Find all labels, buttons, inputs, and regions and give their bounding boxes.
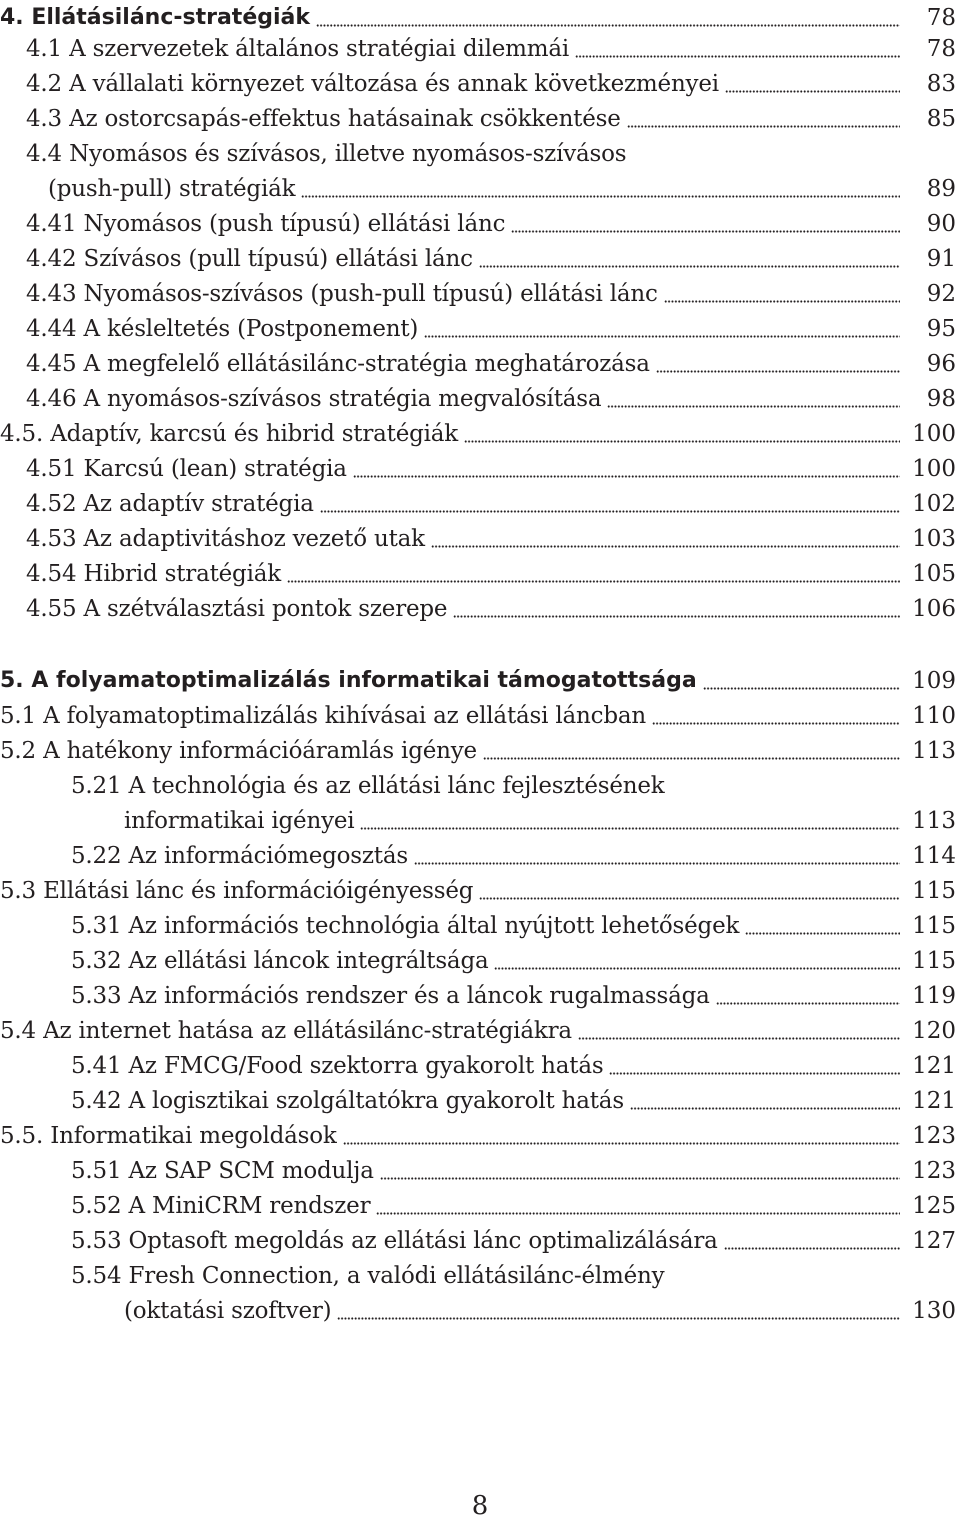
toc-entry (0, 803, 960, 839)
toc-entry (0, 346, 960, 382)
toc-page-number: 115 (912, 913, 956, 939)
toc-page-number: 78 (926, 5, 956, 31)
toc-page-number: 89 (926, 176, 956, 202)
toc-entry (0, 101, 960, 137)
toc-leader-dots (578, 1037, 900, 1040)
toc-entry (0, 276, 960, 312)
toc-entry (0, 943, 960, 979)
toc-page-number: 92 (926, 281, 956, 307)
toc-entry-title: 5. A folyamatoptimalizálás informatikai támogatottsága (0, 668, 697, 693)
toc-entry (0, 241, 960, 277)
toc-entry-title: 5.33 Az információs rendszer és a láncok rugalmassága (71, 983, 710, 1009)
toc-entry-title: 5.31 Az információs technológia által nyújtott lehetőségek (71, 913, 740, 939)
toc-leader-dots (453, 615, 900, 618)
toc-entry-title: 4.41 Nyomásos (push típusú) ellátási lánc (26, 211, 506, 237)
toc-entry (0, 1083, 960, 1119)
toc-entry-title: 5.41 Az FMCG/Food szektorra gyakorolt hatás (71, 1053, 604, 1079)
toc-leader-dots (320, 510, 900, 513)
toc-page-number: 102 (912, 491, 956, 517)
toc-leader-dots (343, 1142, 900, 1145)
toc-leader-dots (656, 370, 900, 373)
toc-page-number: 95 (926, 316, 956, 342)
toc-entry (0, 31, 960, 67)
toc-entry (0, 486, 960, 522)
toc-page-number: 109 (912, 668, 956, 694)
toc-entry-title: 4.1 A szervezetek általános stratégiai dilemmái (26, 36, 570, 62)
toc-leader-dots (301, 195, 900, 198)
toc-entry (0, 908, 960, 944)
toc-leader-dots (483, 757, 900, 760)
toc-entry-title: 4.2 A vállalati környezet változása és annak következményei (26, 71, 719, 97)
toc-leader-dots (725, 90, 900, 93)
toc-page-number: 105 (912, 561, 956, 587)
toc-leader-dots (627, 125, 900, 128)
toc-entry (0, 416, 960, 452)
toc-entry-title: 4.54 Hibrid stratégiák (26, 561, 281, 587)
toc-page-number: 123 (912, 1158, 956, 1184)
toc-leader-dots (431, 545, 900, 548)
toc-entry-title: 4.45 A megfelelő ellátásilánc-stratégia meghatározása (26, 351, 650, 377)
toc-leader-dots (575, 55, 900, 58)
toc-entry (0, 381, 960, 417)
toc-leader-dots (664, 300, 900, 303)
toc-entry (0, 1258, 960, 1294)
toc-entry (0, 136, 960, 172)
toc-entry-title: 5.51 Az SAP SCM modulja (71, 1158, 374, 1184)
toc-entry-title: 4.3 Az ostorcsapás-effektus hatásainak csökkentése (26, 106, 621, 132)
toc-entry-title: 4.42 Szívásos (pull típusú) ellátási lánc (26, 246, 473, 272)
toc-page-number: 127 (912, 1228, 956, 1254)
toc-entry-title: 4.4 Nyomásos és szívásos, illetve nyomásos-szívásos (26, 141, 627, 167)
toc-page-number: 119 (912, 983, 956, 1009)
toc-entry (0, 66, 960, 102)
toc-leader-dots (424, 335, 900, 338)
toc-entry (0, 978, 960, 1014)
toc-leader-dots (607, 405, 900, 408)
toc-page-number: 121 (912, 1088, 956, 1114)
toc-entry (0, 591, 960, 627)
toc-entry-title: 4.55 A szétválasztási pontok szerepe (26, 596, 448, 622)
toc-page-number: 121 (912, 1053, 956, 1079)
toc-entry-title: 4. Ellátásilánc-stratégiák (0, 5, 311, 30)
toc-entry-title: 5.5. Informatikai megoldások (0, 1123, 337, 1149)
toc-page-number: 120 (912, 1018, 956, 1044)
toc-entry-title: (oktatási szoftver) (124, 1298, 332, 1324)
toc-page-number: 113 (912, 808, 956, 834)
toc-entry-title: 5.3 Ellátási lánc és információigényesség (0, 878, 474, 904)
toc-entry-title: 4.51 Karcsú (lean) stratégia (26, 456, 347, 482)
toc-leader-dots (716, 1002, 900, 1005)
toc-entry-title: (push-pull) stratégiák (48, 176, 296, 202)
toc-page-number: 115 (912, 878, 956, 904)
toc-entry (0, 1153, 960, 1189)
toc-entry-title: 4.44 A késleltetés (Postponement) (26, 316, 419, 342)
toc-entry (0, 663, 960, 699)
toc-entry-title: 5.2 A hatékony információáramlás igénye (0, 738, 477, 764)
toc-entry-title: 5.22 Az információmegosztás (71, 843, 408, 869)
toc-entry (0, 768, 960, 804)
page-number: 8 (471, 1491, 489, 1521)
toc-page-number: 98 (926, 386, 956, 412)
toc-entry (0, 698, 960, 734)
toc-leader-dots (609, 1072, 900, 1075)
toc-entry-title: 5.1 A folyamatoptimalizálás kihívásai az ellátási láncban (0, 703, 646, 729)
toc-entry (0, 838, 960, 874)
toc-leader-dots (316, 24, 900, 27)
toc-leader-dots (745, 932, 900, 935)
toc-page-number: 123 (912, 1123, 956, 1149)
toc-leader-dots (511, 230, 900, 233)
toc-entry-title: 5.21 A technológia és az ellátási lánc fejlesztésének (71, 773, 665, 799)
toc-entry-title: 5.52 A MiniCRM rendszer (71, 1193, 371, 1219)
toc-entry (0, 1013, 960, 1049)
toc-leader-dots (703, 687, 900, 690)
toc-leader-dots (479, 897, 900, 900)
toc-entry (0, 311, 960, 347)
toc-entry-title: informatikai igényei (124, 808, 355, 834)
toc-entry (0, 556, 960, 592)
toc-page-number: 100 (912, 456, 956, 482)
toc-page-number: 114 (912, 843, 956, 869)
toc-leader-dots (337, 1317, 900, 1320)
toc-leader-dots (380, 1177, 900, 1180)
toc-page-number: 83 (926, 71, 956, 97)
toc-leader-dots (724, 1247, 900, 1250)
toc-entry-title: 5.4 Az internet hatása az ellátásilánc-stratégiákra (0, 1018, 572, 1044)
toc-page-number: 85 (926, 106, 956, 132)
toc-leader-dots (494, 967, 900, 970)
toc-entry-title: 4.43 Nyomásos-szívásos (push-pull típusú) ellátási lánc (26, 281, 658, 307)
toc-entry (0, 733, 960, 769)
toc-leader-dots (464, 440, 900, 443)
toc-page-number: 91 (926, 246, 956, 272)
toc-leader-dots (414, 862, 900, 865)
toc-entry (0, 1118, 960, 1154)
toc-leader-dots (287, 580, 900, 583)
toc-leader-dots (652, 722, 900, 725)
toc-entry (0, 1048, 960, 1084)
toc-entry (0, 1223, 960, 1259)
toc-entry-title: 4.53 Az adaptivitáshoz vezető utak (26, 526, 425, 552)
toc-page-number: 110 (912, 703, 956, 729)
toc-page-number: 113 (912, 738, 956, 764)
toc-entry-title: 5.53 Optasoft megoldás az ellátási lánc optimalizálására (71, 1228, 718, 1254)
toc-entry-title: 5.54 Fresh Connection, a valódi ellátásilánc-élmény (71, 1263, 665, 1289)
toc-entry-title: 4.46 A nyomásos-szívásos stratégia megvalósítása (26, 386, 602, 412)
toc-entry (0, 171, 960, 207)
toc-leader-dots (376, 1212, 900, 1215)
toc-leader-dots (353, 475, 900, 478)
toc-leader-dots (360, 827, 900, 830)
toc-page-number: 90 (926, 211, 956, 237)
toc-leader-dots (630, 1107, 900, 1110)
toc-page-number: 100 (912, 421, 956, 447)
toc-entry (0, 873, 960, 909)
toc-entry (0, 206, 960, 242)
toc-page-number: 96 (926, 351, 956, 377)
toc-leader-dots (479, 265, 900, 268)
toc-entry (0, 1188, 960, 1224)
toc-page-number: 115 (912, 948, 956, 974)
toc-entry-title: 5.42 A logisztikai szolgáltatókra gyakorolt hatás (71, 1088, 624, 1114)
toc-entry (0, 521, 960, 557)
toc-page-number: 125 (912, 1193, 956, 1219)
toc-page-number: 106 (912, 596, 956, 622)
toc-entry-title: 4.52 Az adaptív stratégia (26, 491, 314, 517)
toc-page-number: 103 (912, 526, 956, 552)
toc-entry-title: 4.5. Adaptív, karcsú és hibrid stratégiák (0, 421, 459, 447)
toc-entry-title: 5.32 Az ellátási láncok integráltsága (71, 948, 489, 974)
toc-entry (0, 451, 960, 487)
toc-page-number: 130 (912, 1298, 956, 1324)
toc-page-number: 78 (926, 36, 956, 62)
toc-entry (0, 1293, 960, 1329)
